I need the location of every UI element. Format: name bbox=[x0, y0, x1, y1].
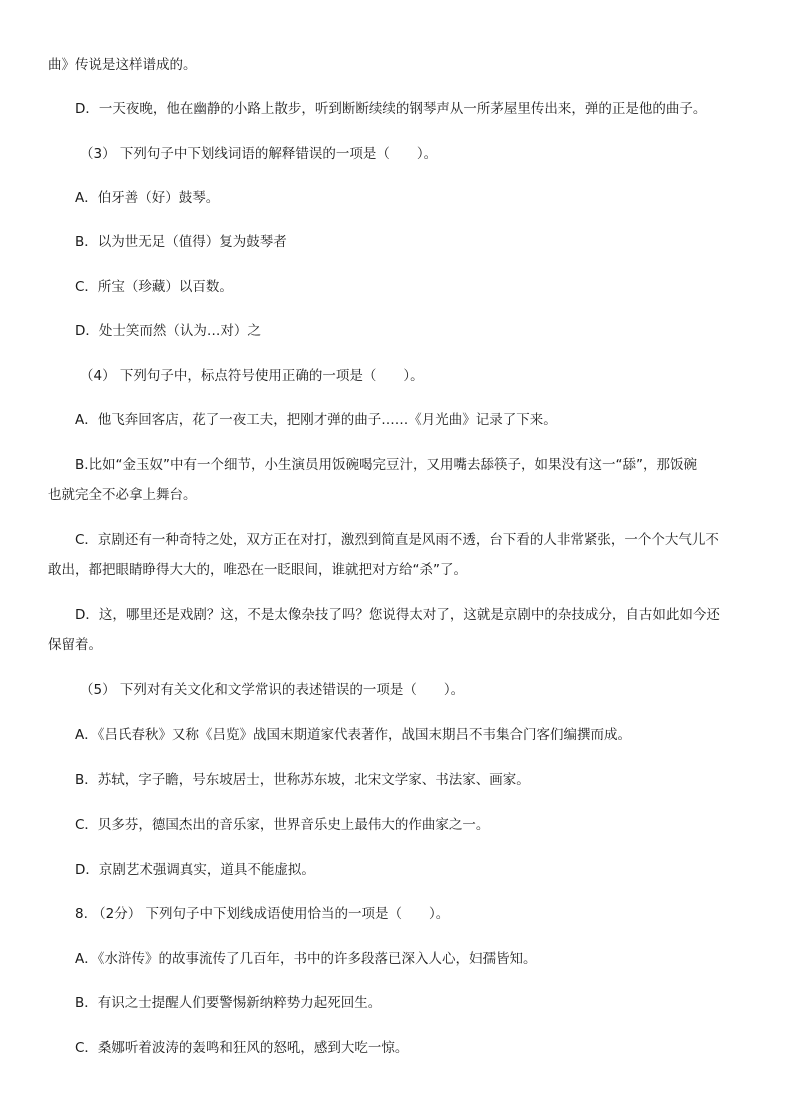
option-b-continued: 也就完全不必拿上舞台。 bbox=[48, 487, 197, 503]
question-3-stem: （3） 下列句子中下划线词语的解释错误的一项是（ ）。 bbox=[80, 146, 438, 162]
question-8-stem: 8. （2分） 下列句子中下划线成语使用恰当的一项是（ ）。 bbox=[75, 906, 450, 922]
option-d: D．处士笑而然（认为…对）之 bbox=[75, 323, 261, 339]
option-b: B.比如“金玉奴”中有一个细节，小生演员用饭碗喝完豆汁，又用嘴去舔筷子，如果没有这一“舔”，那饭碗 bbox=[75, 457, 698, 473]
question-5-stem: （5） 下列对有关文化和文学常识的表述错误的一项是（ ）。 bbox=[80, 682, 465, 698]
option-d: D．一天夜晚，他在幽静的小路上散步，听到断断续续的钢琴声从一所茅屋里传出来，弹的正是他的曲子。 bbox=[75, 101, 707, 117]
option-c: C．桑娜听着波涛的轰鸣和狂风的怒吼，感到大吃一惊。 bbox=[75, 1040, 409, 1056]
option-a: A．他飞奔回客店，花了一夜工夫，把刚才弹的曲子……《月光曲》记录了下来。 bbox=[75, 412, 557, 428]
option-c-continued: 敢出，都把眼睛睁得大大的，唯恐在一眨眼间，谁就把对方给“杀”了。 bbox=[48, 562, 467, 578]
option-a: A．《水浒传》的故事流传了几百年，书中的许多段落已深入人心，妇孺皆知。 bbox=[75, 951, 537, 967]
question-4-stem: （4） 下列句子中，标点符号使用正确的一项是（ ）。 bbox=[80, 368, 424, 384]
option-d: D．京剧艺术强调真实，道具不能虚拟。 bbox=[75, 862, 315, 878]
option-c: C．贝多芬，德国杰出的音乐家，世界音乐史上最伟大的作曲家之一。 bbox=[75, 817, 490, 833]
option-a: A．伯牙善（好）鼓琴。 bbox=[75, 190, 220, 206]
option-b: B．苏轼，字子瞻，号东坡居士，世称苏东坡，北宋文学家、书法家、画家。 bbox=[75, 772, 530, 788]
option-c: C．所宝（珍藏）以百数。 bbox=[75, 279, 233, 295]
option-c: C．京剧还有一种奇特之处，双方正在对打，激烈到简直是风雨不透，台下看的人非常紧张，一个个大气儿不 bbox=[75, 532, 719, 548]
option-d: D．这，哪里还是戏剧？这，不是太像杂技了吗？您说得太对了，这就是京剧中的杂技成分，自古如此如今还 bbox=[75, 607, 720, 623]
option-a: A．《吕氏春秋》又称《吕览》战国末期道家代表著作，战国末期吕不韦集合门客们编撰而成。 bbox=[75, 727, 631, 743]
option-b: B．以为世无足（值得）复为鼓琴者 bbox=[75, 234, 287, 250]
option-d-continued: 保留着。 bbox=[48, 637, 102, 653]
text-line-continuation: 曲》传说是这样谱成的。 bbox=[48, 57, 197, 73]
option-b: B．有识之士提醒人们要警惕新纳粹势力起死回生。 bbox=[75, 995, 382, 1011]
